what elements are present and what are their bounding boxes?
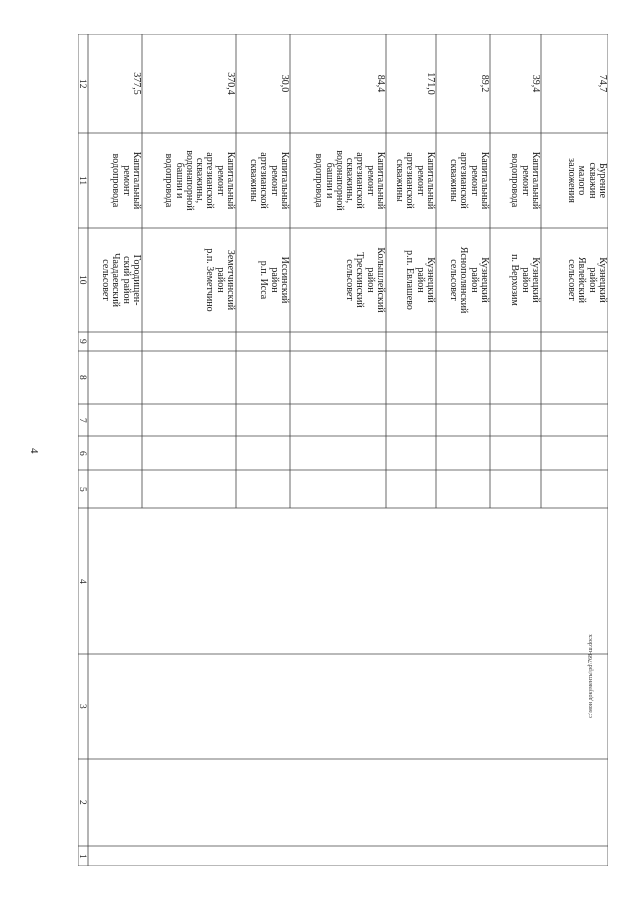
amount-cell [436,34,490,133]
work-description-cell-line: артезианской [404,152,416,209]
column-number-header: 10 [77,275,87,285]
work-description-cell [236,133,290,228]
work-description-cell-line: Капитальный [131,151,142,210]
work-description-cell-line: ремонт [364,165,376,196]
locality-cell-line: Явлейский [576,256,588,304]
locality-cell-line: ский район [120,256,132,304]
work-description-cell-line: ремонт [519,165,531,196]
amount-cell [290,34,386,133]
locality-cell-line: Земетчинский [225,249,236,311]
locality-cell [142,228,236,332]
work-description-cell-line: Капитальный [279,151,290,210]
amount-cell [541,34,608,133]
work-description-cell-line: скважины [248,159,260,202]
locality-cell-line: район [414,267,426,293]
amount-value: 89,2 [479,74,490,93]
locality-cell-line: Чаадаевский [110,252,122,307]
amount-cell [490,34,541,133]
work-description-cell-line: Капитальный [479,151,490,210]
work-description-cell [290,133,386,228]
work-description-cell [541,133,608,228]
amount-value: 74,7 [597,74,608,93]
column-number-header: 6 [77,450,87,456]
work-description-cell-line: ремонт [120,165,132,196]
locality-cell-line: р.п. Евлашево [404,250,416,310]
amount-cell [386,34,436,133]
data-table [78,34,608,866]
locality-cell [490,228,541,332]
locality-cell-line: район [519,267,531,293]
locality-cell-line: район [364,267,376,293]
work-description-cell-line: ремонт [468,165,480,196]
column-number-header: 11 [77,175,87,185]
locality-cell-line: район [214,267,226,293]
work-description-cell-line: скважины [448,159,460,202]
work-description-cell-line: малого [576,165,588,196]
column-number-header: 7 [77,417,87,423]
work-description-cell-line: артезианской [258,152,270,209]
work-description-cell [436,133,490,228]
work-description-cell-line: водонапорной [333,150,345,211]
work-description-cell-line: артезианской [204,152,216,209]
amount-value: 39,4 [530,74,541,93]
work-description-cell [88,133,142,228]
work-description-cell-line: водопровода [313,153,325,208]
amount-value: 30,0 [279,74,290,93]
work-description-cell-line: водопровода [163,153,175,208]
work-description-cell-line: водонапорной [183,150,195,211]
locality-cell-line: Трескинский [354,252,366,308]
amount-value: 171,0 [425,72,436,95]
locality-cell-line: сельсовет [448,259,460,301]
work-description-cell-line: заложения [566,158,578,203]
column-number-header: 8 [77,375,87,380]
work-description-cell-line: ремонт [268,165,280,196]
column-number-header: 4 [77,578,87,584]
locality-cell [541,228,608,332]
work-description-cell-line: водопровода [509,153,521,208]
column-number-header: 1 [77,853,87,859]
locality-cell-line: район [586,267,598,293]
work-description-cell-line: башни и [173,162,185,199]
work-description-cell-line: скважины, [344,157,356,204]
amount-cell [142,34,236,133]
work-description-cell-line: скважины, [194,157,206,204]
amount-cell [236,34,290,133]
column-number-header: 5 [77,486,87,492]
locality-cell-line: Кузнецкий [597,257,608,303]
locality-cell [236,228,290,332]
work-description-cell [386,133,436,228]
work-description-cell-line: Капитальный [425,151,436,210]
locality-cell-line: Иссинский [279,256,290,304]
column-number-header: 3 [77,704,87,709]
work-description-cell-line: ремонт [414,165,426,196]
work-description-cell [490,133,541,228]
work-description-cell-line: Капитальный [530,151,541,210]
locality-cell-line: сельсовет [100,259,112,301]
work-description-cell-line: Капитальный [225,151,236,210]
work-description-cell-line: Капитальный [375,151,386,210]
locality-cell [386,228,436,332]
locality-cell-line: п. Верхозим [509,254,521,306]
column-number-header: 2 [77,800,87,805]
footer-file-path: c:\мои документы\pd\768-ш.docx [588,634,594,718]
locality-cell-line: район [268,267,280,293]
locality-cell-line: Кузнецкий [425,257,436,303]
work-description-cell-line: артезианской [354,152,366,209]
work-description-cell-line: скважины [394,159,406,202]
column-number-header: 9 [77,339,87,344]
locality-cell-line: р.п. Земетчино [204,248,216,312]
work-description-cell-line: артезианской [458,152,470,209]
column-number-header: 12 [77,78,87,88]
locality-cell-line: район [468,267,480,293]
locality-cell [290,228,386,332]
work-description-cell-line: водопровода [110,153,122,208]
work-description-cell-line: ремонт [214,165,226,196]
locality-cell [436,228,490,332]
locality-cell [88,228,142,332]
locality-cell-line: Кузнецкий [479,257,490,303]
amount-value: 377,5 [131,72,142,95]
amount-cell [88,34,142,133]
work-description-cell-line: скважин [586,162,598,199]
locality-cell-line: сельсовет [344,259,356,301]
page-number: 4 [28,448,40,454]
work-description-cell [142,133,236,228]
locality-cell-line: Городищен- [131,254,142,306]
locality-cell-line: Яснополянский [458,246,470,314]
work-description-cell-line: Бурение [597,162,608,199]
locality-cell-line: р.п. Исса [258,260,270,300]
amount-value: 84,4 [375,74,386,93]
locality-cell-line: Кузнецкий [530,257,541,303]
locality-cell-line: сельсовет [566,259,578,301]
work-description-cell-line: башни и [323,162,335,199]
locality-cell-line: Колышлейский [375,247,386,313]
amount-value: 370,4 [225,72,236,95]
